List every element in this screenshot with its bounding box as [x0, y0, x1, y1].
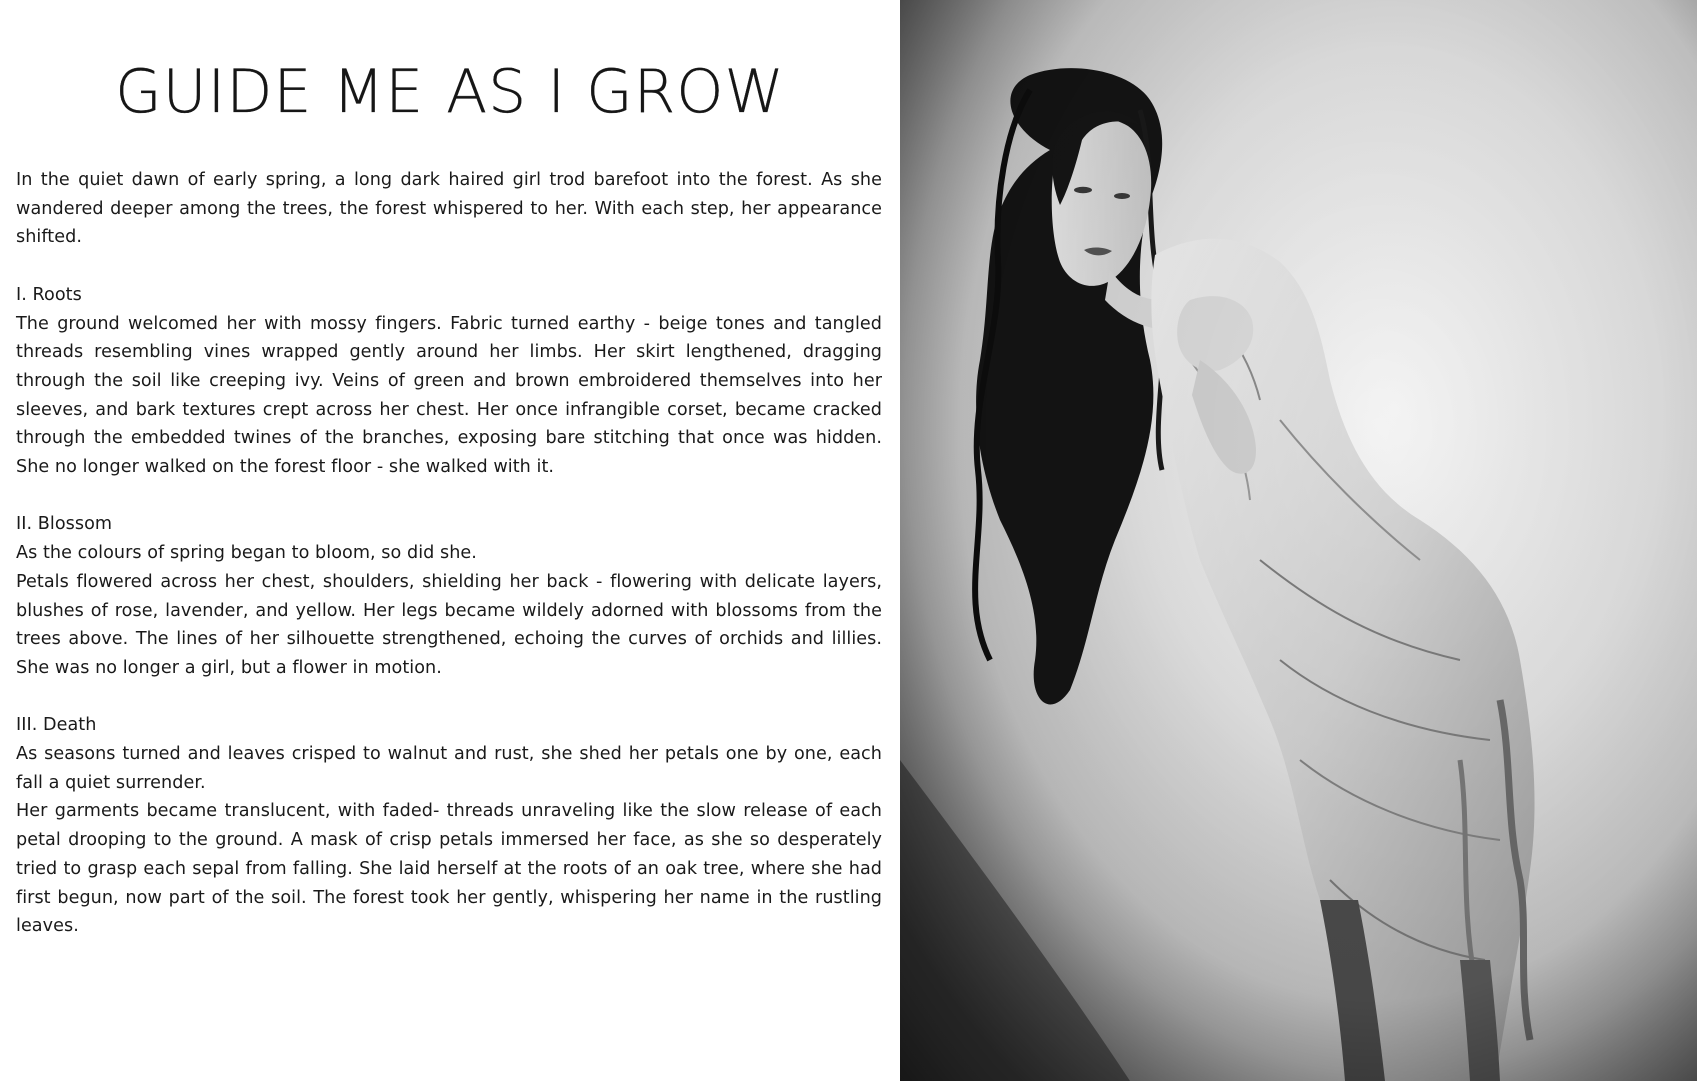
- section-paragraph-death-2: Her garments became translucent, with faded- threads unraveling like the slow release of each petal drooping to the ground. A mask of crisp petals immersed her face, as she so desperately tried to grasp each sepal from falling. She laid herself at the roots of an oak tree, where she had first begun, now part of the soil. The forest took her gently, whispering her name in the rustling leaves.: [16, 801, 882, 937]
- section-heading-death: III. Death: [16, 715, 97, 736]
- title-part-1: GUIDE ME: [115, 57, 425, 127]
- section-paragraph-roots: The ground welcomed her with mossy fingers. Fabric turned earthy - beige tones and tangled threads resembling vines wrapped gently around her limbs. Her skirt lengthened, dragging through the soil like creeping ivy. Veins of green and brown embroidered themselves into her sleeves, and bark textures crept across her chest. Her once infrangible corset, became cracked through the embedded twines of the branches, exposing bare stitching that once was hidden. She no longer walked on the forest floor - she walked with it.: [16, 313, 882, 478]
- photo-illustration: [900, 0, 1697, 1081]
- vignette-overlay: [900, 0, 1697, 1081]
- story-text: [16, 166, 882, 941]
- section-paragraph-blossom-1: As the colours of spring began to bloom, so did she.: [16, 543, 477, 564]
- section-heading-blossom: II. Blossom: [16, 514, 113, 535]
- section-paragraph-death-1: As seasons turned and leaves crisped to walnut and rust, she shed her petals one by one, each fall a quiet surrender.: [16, 744, 882, 793]
- title-part-2: AS I GROW: [446, 57, 785, 127]
- page-title: [0, 57, 900, 127]
- editorial-photo: [900, 0, 1697, 1081]
- section-paragraph-blossom-2: Petals flowered across her chest, shoulders, shielding her back - flowering with delicate layers, blushes of rose, lavender, and yellow. Her legs became wildely adorned with blossoms from the trees above. The lines of her silhouette strengthened, echoing the curves of orchids and lillies. She was no longer a girl, but a flower in motion.: [16, 571, 882, 678]
- section-heading-roots: I. Roots: [16, 284, 82, 305]
- intro-paragraph: In the quiet dawn of early spring, a long dark haired girl trod barefoot into the forest. As she wandered deeper among the trees, the forest whispered to her. With each step, her appearance shifted.: [16, 170, 882, 248]
